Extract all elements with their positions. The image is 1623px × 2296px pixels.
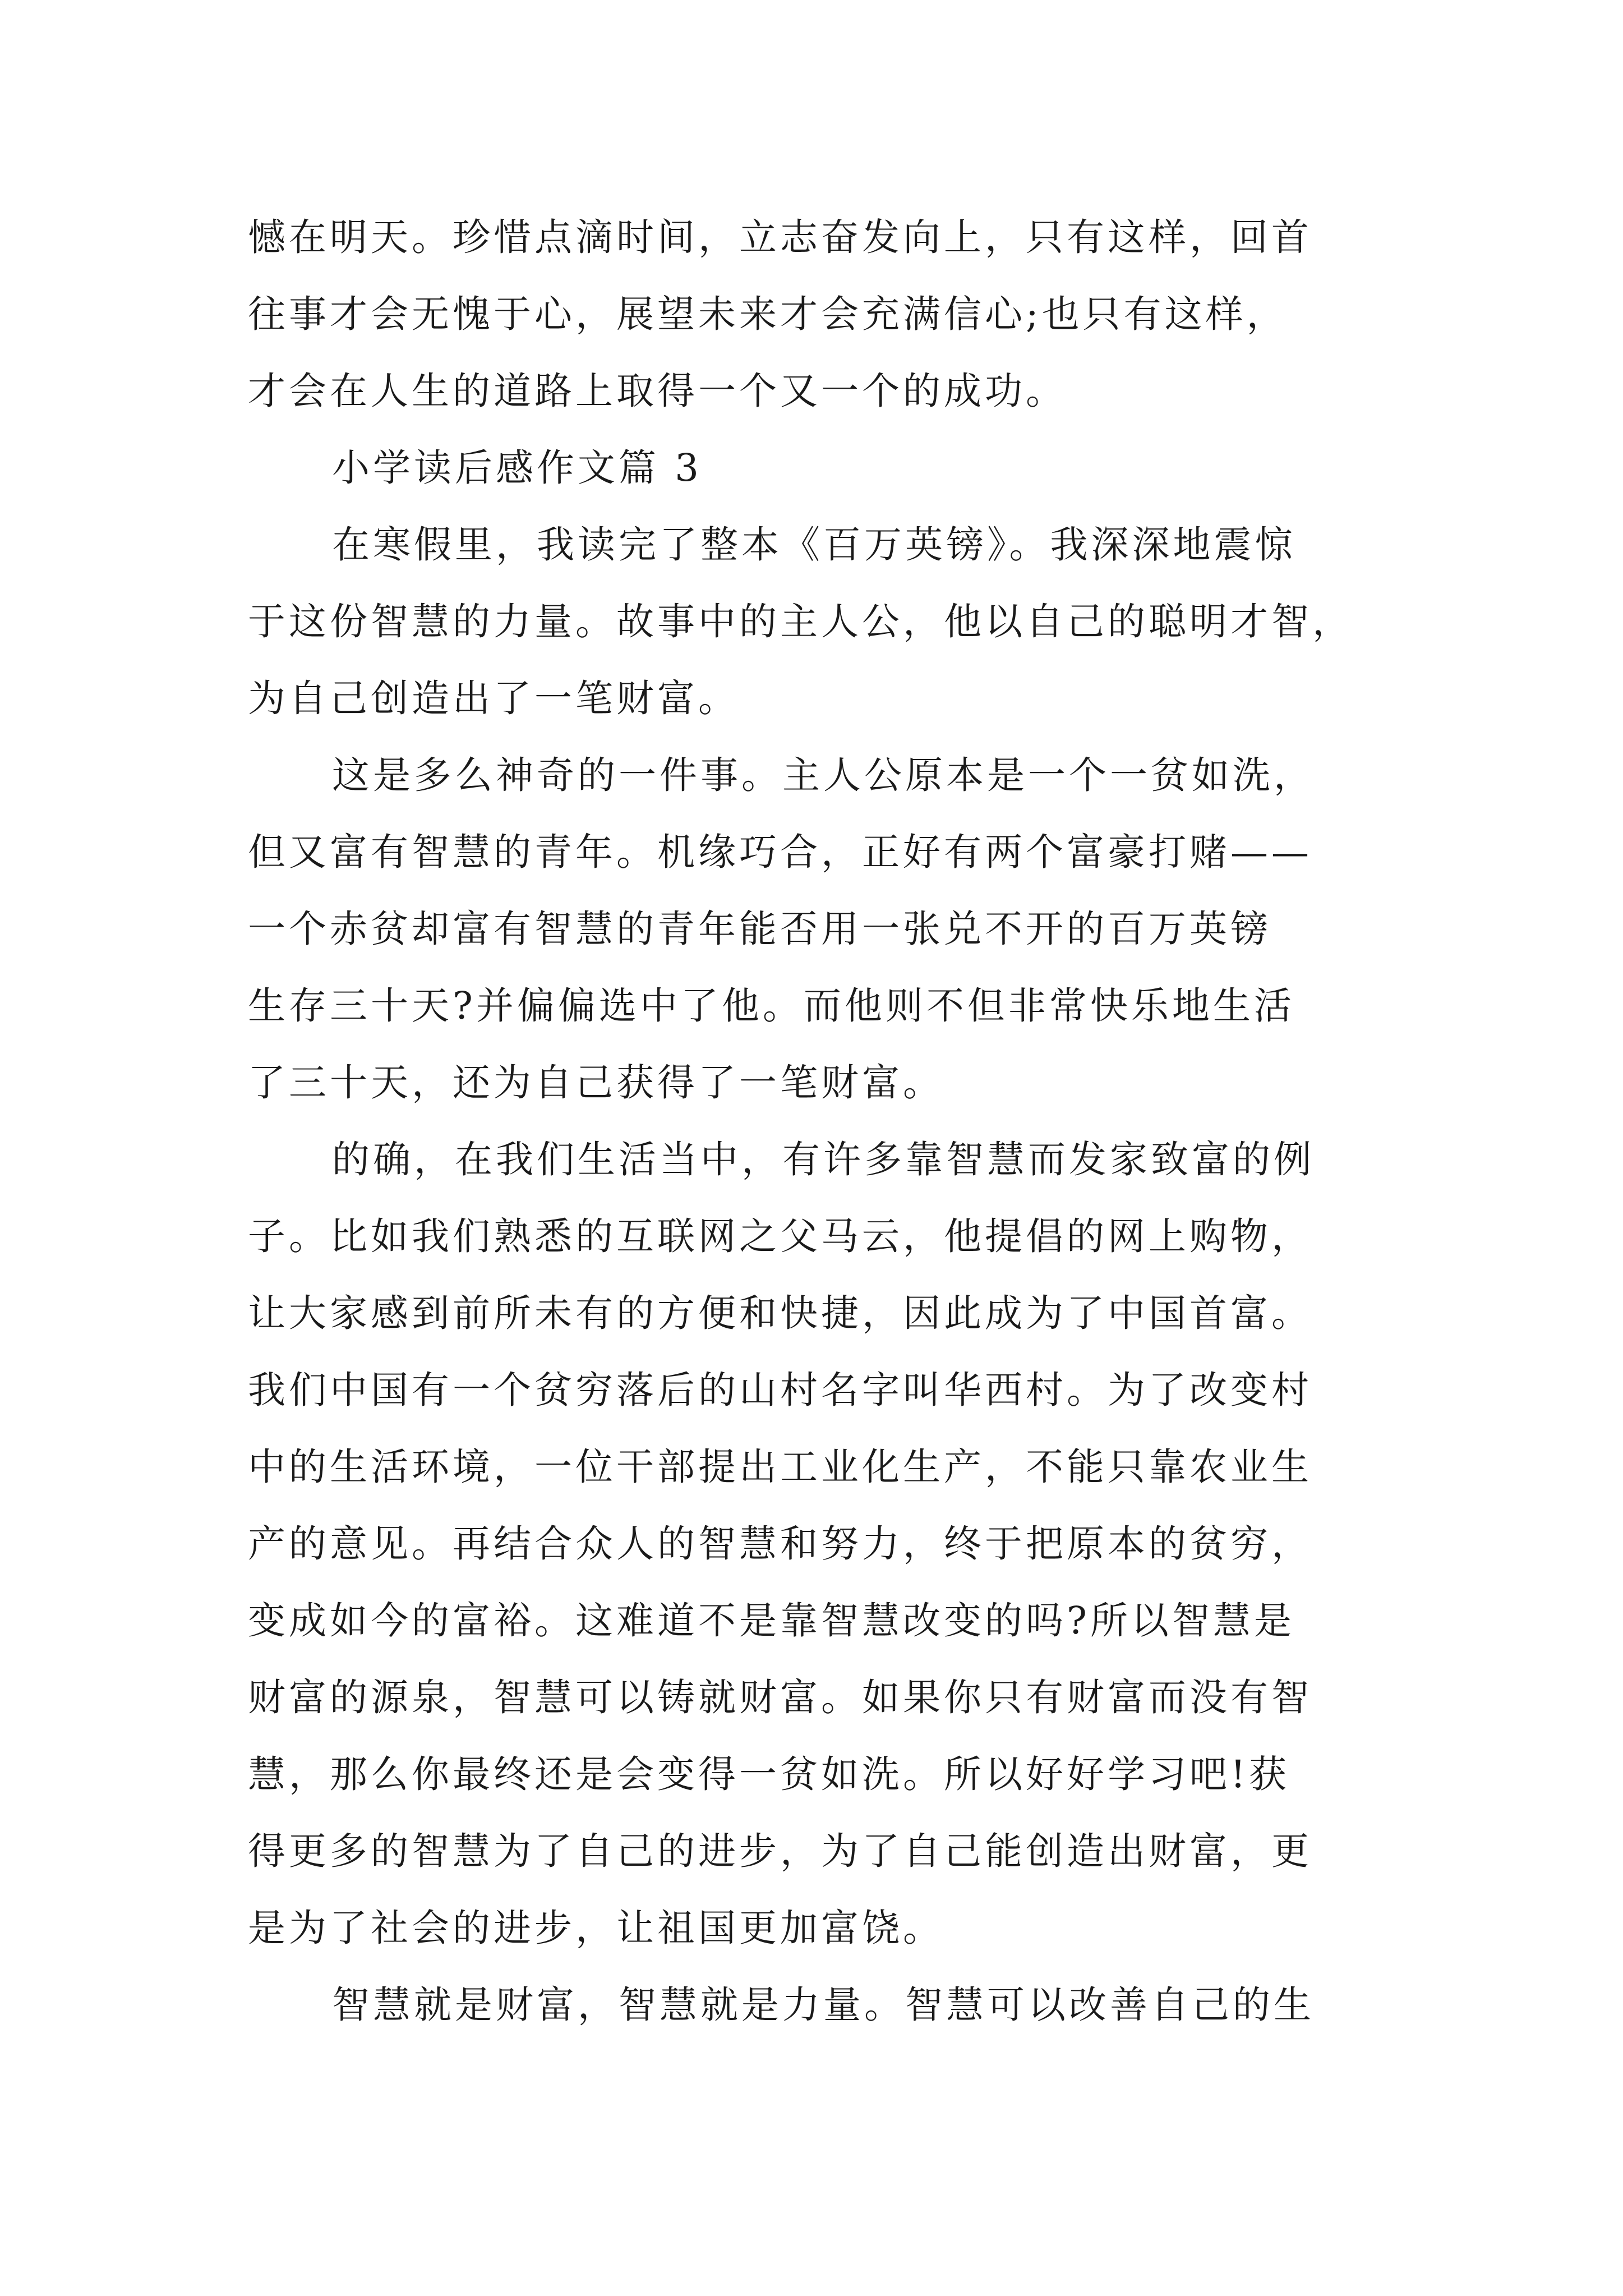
text-line: 慧，那么你最终还是会变得一贫如洗。所以好好学习吧!获 (248, 1752, 1290, 1796)
text-line: 是为了社会的进步，让祖国更加富饶。 (248, 1906, 944, 1950)
text-line: 往事才会无愧于心，展望未来才会充满信心;也只有这样， (248, 292, 1288, 336)
text-line: 变成如今的富裕。这难道不是靠智慧改变的吗?所以智慧是 (248, 1599, 1295, 1642)
text-line: 但又富有智慧的青年。机缘巧合，正好有两个富豪打赌—— (248, 830, 1312, 874)
text-line: 一个赤贫却富有智慧的青年能否用一张兑不开的百万英镑 (248, 907, 1271, 951)
text-line: 让大家感到前所未有的方便和快捷，因此成为了中国首富。 (248, 1291, 1312, 1335)
text-line: 生存三十天?并偏偏选中了他。而他则不但非常快乐地生活 (248, 984, 1295, 1028)
text-line: 智慧就是财富，智慧就是力量。智慧可以改善自己的生 (332, 1983, 1315, 2027)
text-line: 了三十天，还为自己获得了一笔财富。 (248, 1061, 944, 1105)
text-line: 得更多的智慧为了自己的进步，为了自己能创造出财富，更 (248, 1829, 1312, 1873)
text-line: 这是多么神奇的一件事。主人公原本是一个一贫如洗， (332, 753, 1315, 797)
text-line: 产的意见。再结合众人的智慧和努力，终于把原本的贫穷， (248, 1522, 1312, 1566)
text-line: 子。比如我们熟悉的互联网之父马云，他提倡的网上购物， (248, 1214, 1312, 1258)
text-line: 中的生活环境，一位干部提出工业化生产，不能只靠农业生 (248, 1445, 1312, 1489)
text-line: 的确，在我们生活当中，有许多靠智慧而发家致富的例 (332, 1138, 1315, 1181)
text-line: 小学读后感作文篇 3 (332, 446, 702, 490)
text-line: 为自己创造出了一笔财富。 (248, 677, 739, 720)
text-line: 我们中国有一个贫穷落后的山村名字叫华西村。为了改变村 (248, 1368, 1312, 1412)
document-body (248, 199, 1375, 2044)
text-line: 在寒假里，我读完了整本《百万英镑》。我深深地震惊 (332, 523, 1296, 567)
text-line: 财富的源泉，智慧可以铸就财富。如果你只有财富而没有智 (248, 1676, 1312, 1719)
text-line: 于这份智慧的力量。故事中的主人公，他以自己的聪明才智， (248, 600, 1353, 643)
text-line: 才会在人生的道路上取得一个又一个的成功。 (248, 369, 1067, 413)
text-line: 憾在明天。珍惜点滴时间，立志奋发向上，只有这样，回首 (248, 215, 1312, 259)
